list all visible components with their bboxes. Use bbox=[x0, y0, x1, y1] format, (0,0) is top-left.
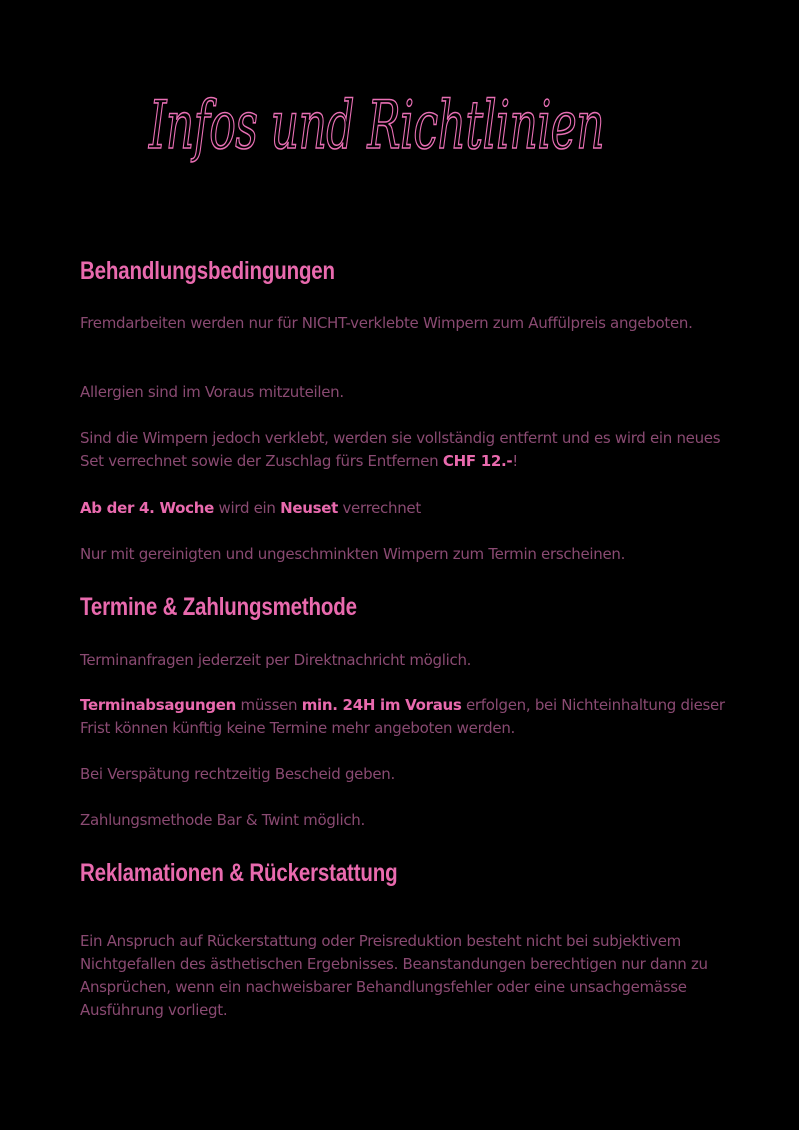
paragraph bbox=[80, 381, 745, 404]
section-heading-behandlungsbedingungen: Behandlungsbedingungen bbox=[80, 257, 335, 285]
paragraph-text: Terminanfragen jederzeit per Direktnachricht möglich. bbox=[80, 651, 472, 669]
paragraph bbox=[80, 543, 745, 566]
page-title bbox=[145, 58, 645, 188]
emphasis-text: min. 24H im Voraus bbox=[301, 696, 462, 714]
paragraph-text: Fremdarbeiten werden nur für NICHT-verklebte Wimpern zum Auffülpreis angeboten. bbox=[80, 314, 693, 332]
paragraph-text: erfolgen, bei Nichteinhaltung dieser Frist können künftig keine Termine mehr angeboten werden. bbox=[80, 696, 725, 737]
paragraph-text: müssen bbox=[236, 696, 302, 714]
emphasis-text: Neuset bbox=[280, 499, 338, 517]
paragraph bbox=[80, 763, 745, 786]
emphasis-text: Terminabsagungen bbox=[80, 696, 237, 714]
paragraph-text: Zahlungsmethode Bar & Twint möglich. bbox=[80, 811, 365, 829]
paragraph-text: verrechnet bbox=[338, 499, 421, 517]
paragraph bbox=[80, 497, 745, 520]
paragraph-text: Ein Anspruch auf Rückerstattung oder Preisreduktion besteht nicht bei subjektivem Nichtgefallen des ästhetischen Ergebnisses. Beanstandungen berechtigen nur dann zu Ansprüchen, wenn ein nachweisbarer Behandlungsfehler oder eine unsachgemässe Ausführung vorliegt. bbox=[80, 932, 708, 1019]
paragraph-text: Sind die Wimpern jedoch verklebt, werden sie vollständig entfernt und es wird ein neues Set verrechnet sowie der Zuschlag fürs Entfernen bbox=[80, 429, 721, 470]
page-title-text: Infos und Richtlinien bbox=[148, 87, 604, 164]
emphasis-text: Ab der 4. Woche bbox=[80, 499, 215, 517]
paragraph bbox=[80, 427, 745, 473]
script-title-graphic bbox=[145, 58, 645, 188]
paragraph-text: Nur mit gereinigten und ungeschminkten Wimpern zum Termin erscheinen. bbox=[80, 545, 626, 563]
paragraph bbox=[80, 694, 745, 740]
section-heading-termine: Termine & Zahlungsmethode bbox=[80, 593, 357, 621]
paragraph-text: ! bbox=[512, 452, 519, 470]
paragraph bbox=[80, 930, 745, 1022]
paragraph-text: Allergien sind im Voraus mitzuteilen. bbox=[80, 383, 344, 401]
paragraph bbox=[80, 809, 745, 832]
paragraph bbox=[80, 649, 745, 672]
paragraph-text: Bei Verspätung rechtzeitig Bescheid geben. bbox=[80, 765, 395, 783]
emphasis-text: CHF 12.- bbox=[442, 452, 513, 470]
section-heading-reklamationen: Reklamationen & Rückerstattung bbox=[80, 859, 398, 887]
paragraph bbox=[80, 312, 745, 335]
paragraph-text: wird ein bbox=[214, 499, 281, 517]
